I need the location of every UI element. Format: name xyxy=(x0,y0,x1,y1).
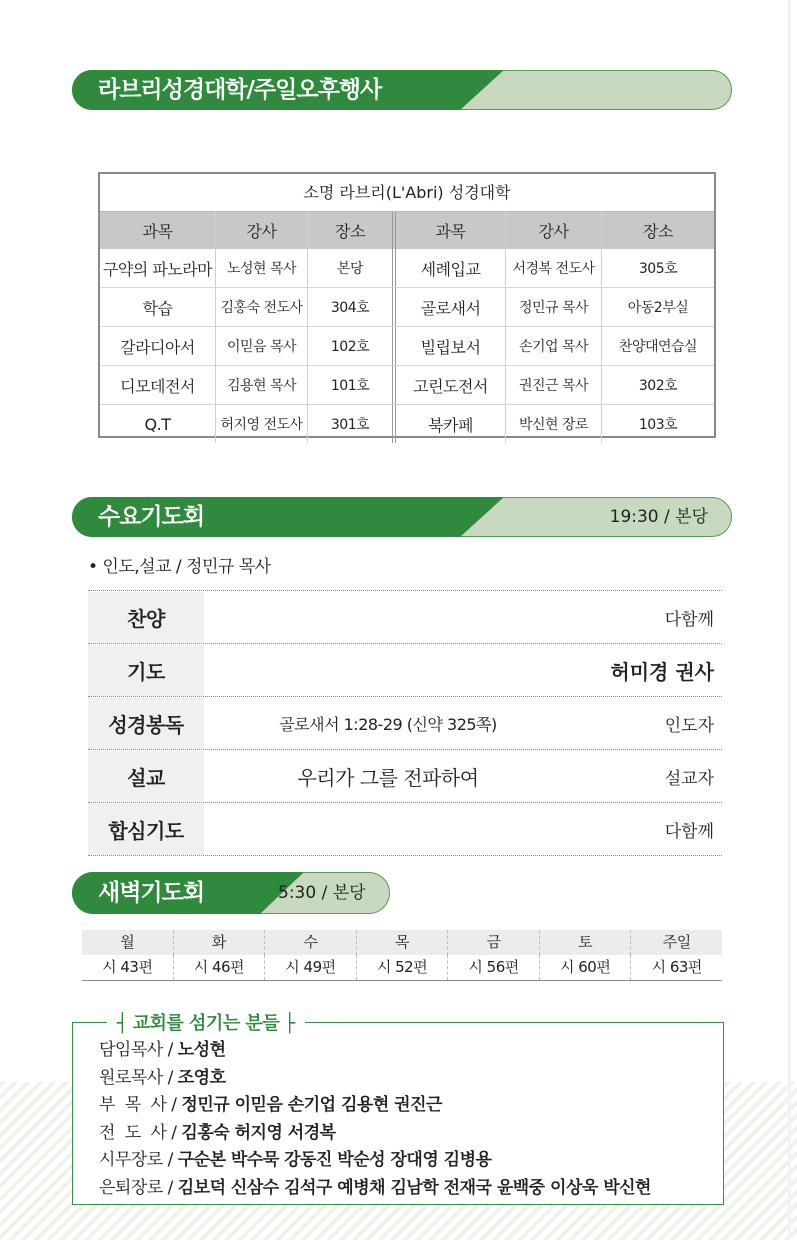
teacher-cell: 김용현 목사 xyxy=(216,366,308,404)
teacher-cell: 정민규 목사 xyxy=(506,288,602,326)
bible-college-header xyxy=(72,70,734,114)
order-row xyxy=(88,697,722,750)
teacher-cell: 이믿음 목사 xyxy=(216,327,308,365)
servant-role: 부 목 사 / xyxy=(99,1095,182,1115)
room-cell: 301호 xyxy=(308,405,396,443)
order-label: 찬양 xyxy=(88,592,204,643)
wednesday-leader: • 인도,설교 / 정민규 목사 xyxy=(88,557,271,577)
psalm-cell: 시 43편 xyxy=(82,955,174,980)
teacher-cell: 허지영 전도사 xyxy=(216,405,308,443)
bible-college-table xyxy=(98,172,716,438)
title-bar-left: ┤ xyxy=(117,1013,133,1034)
servant-names: 김보덕 신삼수 김석구 예병채 김남학 전재국 윤백중 이상욱 박신현 xyxy=(177,1177,651,1198)
order-row xyxy=(88,590,722,644)
servant-role: 담임목사 / xyxy=(99,1040,178,1060)
subject-cell: 고린도전서 xyxy=(396,366,506,404)
page-edge xyxy=(788,0,791,1240)
order-label: 성경봉독 xyxy=(88,698,204,749)
table-header-row xyxy=(100,212,714,249)
room-cell: 302호 xyxy=(638,378,678,394)
servant-names: 김홍숙 허지영 서경복 xyxy=(181,1122,336,1143)
section-title: 라브리성경대학/주일오후행사 xyxy=(98,77,382,103)
table-row xyxy=(100,327,714,366)
servant-role: 전 도 사 / xyxy=(99,1122,182,1143)
servant-names: 정민규 이믿음 손기업 김용현 권진근 xyxy=(181,1095,442,1115)
order-person: 허미경 권사 xyxy=(610,659,714,684)
subject-cell: 구약의 파노라마 xyxy=(100,249,216,287)
order-row xyxy=(88,803,722,856)
header-cell: 장소 xyxy=(308,212,396,249)
order-person: 다함께 xyxy=(664,821,714,842)
subject-cell: 학습 xyxy=(100,288,216,326)
room-cell: 본당 xyxy=(308,249,396,287)
room-cell: 찬양대연습실 xyxy=(618,339,698,355)
table-row xyxy=(100,366,714,405)
subject-cell: 골로새서 xyxy=(396,288,506,326)
room-cell: 304호 xyxy=(308,288,396,326)
servant-row xyxy=(99,1120,651,1148)
subject-cell: 디모데전서 xyxy=(100,366,216,404)
service-time: 5:30 / 본당 xyxy=(278,883,366,903)
table-caption: 소명 라브리(L'Abri) 성경대학 xyxy=(100,174,714,212)
servants-title-text: 교회를 섬기는 분들 xyxy=(132,1013,280,1034)
order-detail: 골로새서 1:28-29 (신약 325쪽) xyxy=(279,714,497,734)
servant-row xyxy=(99,1175,651,1203)
teacher-cell: 서경복 전도사 xyxy=(506,249,602,287)
psalm-cell: 시 63편 xyxy=(651,958,702,976)
service-time: 19:30 / 본당 xyxy=(609,507,708,527)
psalm-cell: 시 52편 xyxy=(357,955,449,980)
subject-cell: 세례입교 xyxy=(396,249,506,287)
header-cell: 과목 xyxy=(100,212,216,249)
servant-role: 시무장로 / xyxy=(99,1150,178,1170)
order-row xyxy=(88,644,722,697)
psalm-row xyxy=(82,955,722,980)
wednesday-prayer-header xyxy=(72,497,734,541)
servant-row xyxy=(99,1037,651,1065)
subject-cell: 북카페 xyxy=(396,405,506,443)
teacher-cell: 권진근 목사 xyxy=(506,366,602,404)
day-row xyxy=(82,930,722,955)
servants-title xyxy=(107,1009,305,1035)
day-cell: 금 xyxy=(448,930,540,955)
sermon-title: 우리가 그를 전파하여 xyxy=(297,765,479,790)
dawn-prayer-header xyxy=(72,872,392,916)
servant-row xyxy=(99,1065,651,1093)
header-cell: 강사 xyxy=(506,212,602,249)
subject-cell: Q.T xyxy=(100,405,216,443)
header-cell: 장소 xyxy=(643,222,673,241)
day-cell: 화 xyxy=(174,930,266,955)
teacher-cell: 노성현 목사 xyxy=(216,249,308,287)
teacher-cell: 손기업 목사 xyxy=(506,327,602,365)
header-cell: 과목 xyxy=(396,212,506,249)
servants-list xyxy=(99,1037,651,1202)
subject-cell: 빌립보서 xyxy=(396,327,506,365)
room-cell: 102호 xyxy=(308,327,396,365)
order-person: 설교자 xyxy=(664,768,714,789)
day-cell: 수 xyxy=(265,930,357,955)
section-title: 수요기도회 xyxy=(98,504,205,530)
servant-role: 원로목사 / xyxy=(99,1067,178,1088)
order-label: 설교 xyxy=(88,751,204,802)
order-label: 합심기도 xyxy=(88,804,204,855)
day-cell: 토 xyxy=(540,930,632,955)
servant-row xyxy=(99,1092,651,1120)
day-cell: 목 xyxy=(357,930,449,955)
servant-names: 조영호 xyxy=(177,1067,226,1088)
table-row xyxy=(100,288,714,327)
dawn-schedule-table xyxy=(82,930,722,981)
title-bar-right: ├ xyxy=(279,1013,295,1034)
order-row xyxy=(88,750,722,803)
order-person: 다함께 xyxy=(664,609,714,630)
psalm-cell: 시 56편 xyxy=(448,955,540,980)
table-row xyxy=(100,405,714,443)
order-label: 기도 xyxy=(88,645,204,696)
psalm-cell: 시 60편 xyxy=(540,955,632,980)
subject-cell: 갈라디아서 xyxy=(100,327,216,365)
table-row xyxy=(100,249,714,288)
servant-names: 구순본 박수묵 강동진 박순성 장대영 김병용 xyxy=(177,1150,492,1170)
church-servants-box xyxy=(72,1013,724,1205)
room-cell: 아동2부실 xyxy=(627,300,689,316)
header-cell: 강사 xyxy=(216,212,308,249)
teacher-cell: 김홍숙 전도사 xyxy=(216,288,308,326)
servant-row xyxy=(99,1147,651,1175)
day-cell: 월 xyxy=(82,930,174,955)
teacher-cell: 박신현 장로 xyxy=(506,405,602,443)
room-cell: 103호 xyxy=(638,417,678,433)
day-cell: 주일 xyxy=(662,933,691,951)
worship-order xyxy=(88,590,722,856)
section-title: 새벽기도회 xyxy=(98,880,205,906)
psalm-cell: 시 49편 xyxy=(265,955,357,980)
order-person: 인도자 xyxy=(664,715,714,736)
servant-names: 노성현 xyxy=(177,1040,226,1060)
room-cell: 305호 xyxy=(638,261,678,277)
psalm-cell: 시 46편 xyxy=(174,955,266,980)
servant-role: 은퇴장로 / xyxy=(99,1177,178,1198)
room-cell: 101호 xyxy=(308,366,396,404)
